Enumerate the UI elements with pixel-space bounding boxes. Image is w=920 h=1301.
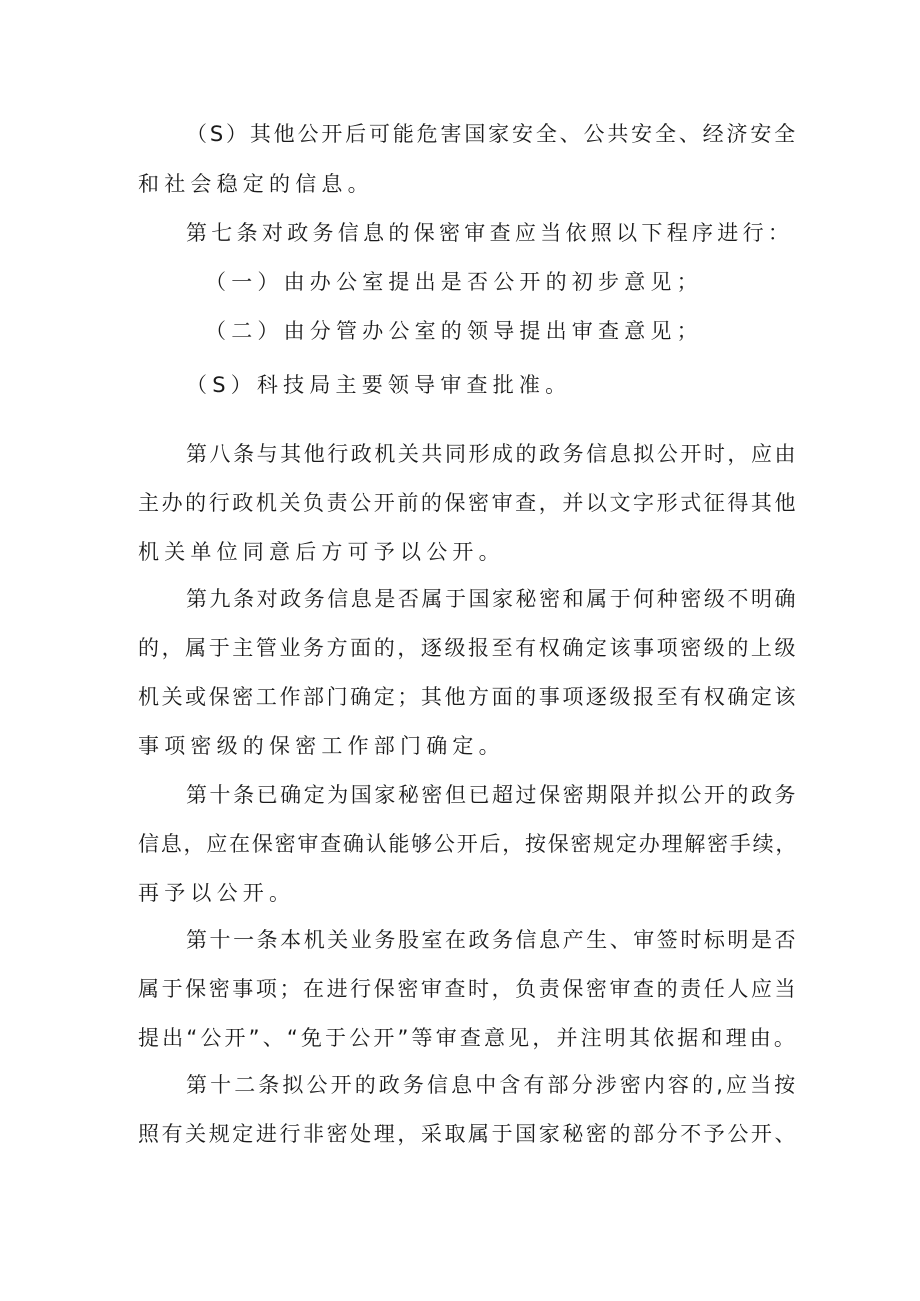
paragraph-line: 机关或保密工作部门确定；其他方面的事项逐级报至有权确定该 <box>138 685 798 709</box>
paragraph-line: 事项密级的保密工作部门确定。 <box>138 734 505 758</box>
paragraph-line: 第十一条本机关业务股室在政务信息产生、审签时标明是否 <box>186 928 798 952</box>
list-item: （二）由分管办公室的领导提出审查意见； <box>205 319 703 343</box>
paragraph-line: 机关单位同意后方可予以公开。 <box>138 540 505 564</box>
paragraph-line: 第八条与其他行政机关共同形成的政务信息拟公开时，应由 <box>186 442 798 466</box>
paragraph-line: 的，属于主管业务方面的，逐级报至有权确定该事项密级的上级 <box>138 636 798 660</box>
paragraph-line: 再予以公开。 <box>138 881 296 905</box>
paragraph-line: 第十条已确定为国家秘密但已超过保密期限并拟公开的政务 <box>186 783 798 807</box>
paragraph-line: 第十二条拟公开的政务信息中含有部分涉密内容的,应当按 <box>186 1073 799 1097</box>
paragraph-line: 和社会稳定的信息。 <box>138 172 374 196</box>
paragraph-line: 照有关规定进行非密处理，采取属于国家秘密的部分不予公开、 <box>138 1122 798 1146</box>
paragraph-line: 第九条对政务信息是否属于国家秘密和属于何种密级不明确 <box>186 587 798 611</box>
paragraph-line: 属于保密事项；在进行保密审查时，负责保密审查的责任人应当 <box>138 977 798 1001</box>
paragraph-line: 第七条对政务信息的保密审查应当依照以下程序进行： <box>186 221 794 245</box>
paragraph-line: 信息，应在保密审查确认能够公开后，按保密规定办理解密手续， <box>138 832 798 856</box>
paragraph-line: 主办的行政机关负责公开前的保密审查，并以文字形式征得其他 <box>138 491 798 515</box>
list-item: （一）由办公室提出是否公开的初步意见； <box>205 270 703 294</box>
paragraph-line: 提出“公开”、“免于公开”等审查意见，并注明其依据和理由。 <box>138 1026 798 1050</box>
paragraph-line: （S）其他公开后可能危害国家安全、公共安全、经济安全 <box>186 122 798 146</box>
list-item: （S）科技局主要领导审查批准。 <box>186 373 572 397</box>
